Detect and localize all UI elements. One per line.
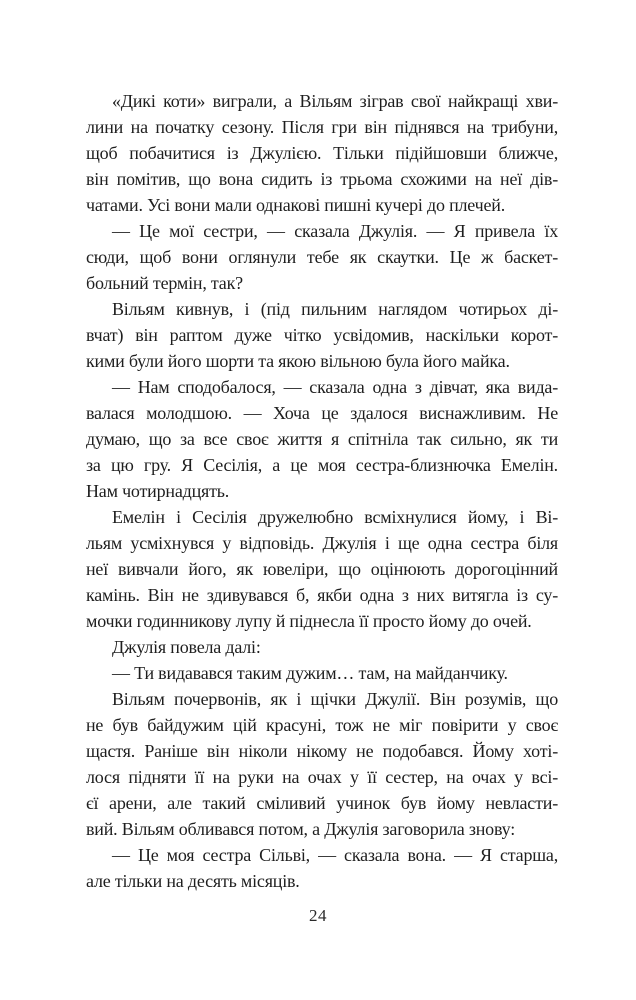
text-line: — Нам сподобалося, — сказала одна з дівчат, яка вида- (112, 377, 558, 397)
paragraph (86, 634, 558, 660)
text-line: Джулія повела далі: (112, 637, 261, 657)
text-line: — Це мої сестри, — сказала Джулія. — Я привела їх (112, 221, 558, 241)
text-line: не був байдужим цій красуні, тож не міг повірити у своє (86, 715, 558, 735)
text-line: вчат) він раптом дуже чітко усвідомив, наскільки корот- (86, 325, 558, 345)
paragraph (86, 296, 558, 374)
text-line: больний термін, так? (86, 273, 243, 293)
text-line: єї арени, але такий сміливий учинок був йому невласти- (86, 793, 558, 813)
text-line: Вільям почервонів, як і щічки Джулії. Він розумів, що (112, 689, 558, 709)
text-line: — Це моя сестра Сільві, — сказала вона. — Я старша, (112, 845, 558, 865)
text-line: але тільки на десять місяців. (86, 871, 300, 891)
text-line: «Дикі коти» виграли, а Вільям зіграв свої найкращі хви- (112, 91, 558, 111)
paragraph (86, 660, 558, 686)
text-line: щастя. Раніше він ніколи нікому не подобався. Йому хоті- (86, 741, 558, 761)
text-line: Емелін і Сесілія дружелюбно всміхнулися йому, і Ві- (112, 507, 558, 527)
text-line: лини на початку сезону. Після гри він піднявся на трибуни, (86, 117, 558, 137)
text-line: думаю, що за все своє життя я спітніла так сильно, як ти (86, 429, 558, 449)
text-block (86, 88, 558, 894)
text-line: Нам чотирнадцять. (86, 481, 230, 501)
text-line: льям усміхнувся у відповідь. Джулія і ще одна сестра біля (86, 533, 558, 553)
text-line: чатами. Усі вони мали однакові пишні кучері до плечей. (86, 195, 505, 215)
text-line: кими були його шорти та якою вільною була його майка. (86, 351, 510, 371)
text-line: неї вивчали його, як ювеліри, що оцінюють дорогоцінний (86, 559, 558, 579)
text-line: валася молодшою. — Хоча це здалося виснажливим. Не (86, 403, 558, 423)
text-line: — Ти видавався таким дужим… там, на майданчику. (112, 663, 508, 683)
paragraph (86, 374, 558, 504)
text-line: мочки годинникову лупу й піднесла її просто йому до очей. (86, 611, 532, 631)
text-line: він помітив, що вона сидить із трьома схожими на неї дів- (86, 169, 558, 189)
text-line: за цю гру. Я Сесілія, а це моя сестра-близнючка Емелін. (86, 455, 558, 475)
text-line: лося підняти її на руки на очах у її сестер, на очах у всі- (86, 767, 558, 787)
paragraph (86, 842, 558, 894)
paragraph (86, 504, 558, 634)
text-line: камінь. Він не здивувався б, якби одна з них витягла із су- (86, 585, 558, 605)
page-number: 24 (309, 906, 327, 925)
text-line: сюди, щоб вони оглянули тебе як скаутки. Це ж баскет- (86, 247, 558, 267)
paragraph (86, 686, 558, 842)
text-line: Вільям кивнув, і (під пильним наглядом чотирьох ді- (112, 299, 558, 319)
paragraph (86, 88, 558, 218)
text-line: вий. Вільям обливався потом, а Джулія заговорила знову: (86, 819, 516, 839)
paragraph (86, 218, 558, 296)
text-line: щоб побачитися із Джулією. Тільки підійшовши ближче, (86, 143, 558, 163)
